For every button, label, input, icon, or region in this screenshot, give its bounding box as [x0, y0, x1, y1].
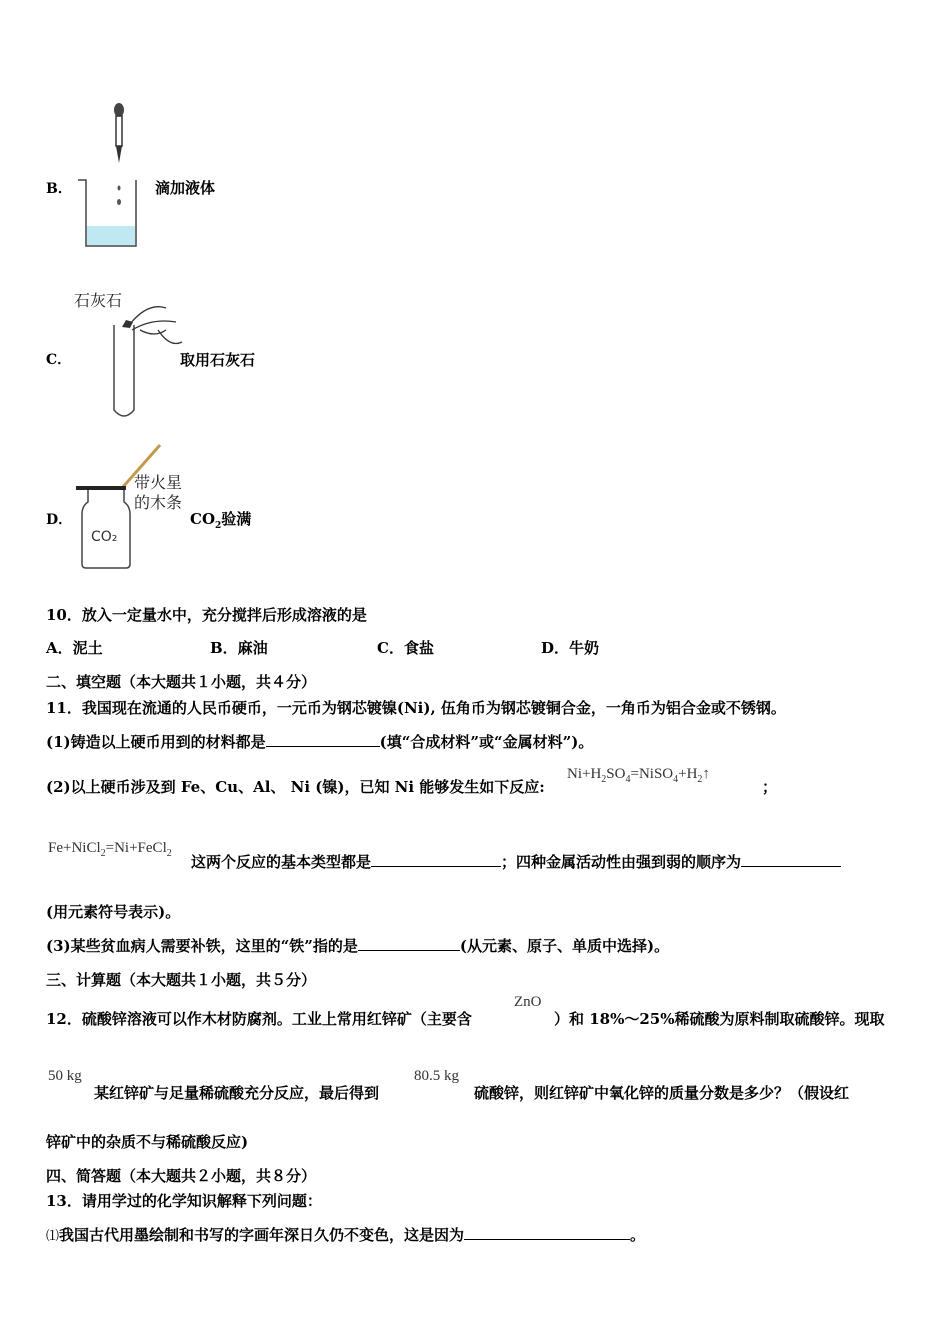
- q11-part2-tail: (用元素符号表示)。: [46, 903, 181, 921]
- q10-stem: 10．放入一定量水中，充分搅拌后形成溶液的是: [46, 606, 367, 624]
- dropper-beaker-figure: [70, 98, 150, 253]
- q10-option-a: A．泥土: [46, 639, 103, 657]
- q11-part2: (2)以上硬币涉及到 Fe、Cu、Al、 Ni (镍)，已知 Ni 能够发生如下反应:: [46, 778, 545, 796]
- beaker-liquid: [87, 226, 135, 245]
- splint-label-2: 的木条: [134, 493, 183, 512]
- q11-blank-3[interactable]: [741, 852, 841, 867]
- q11-part2-mid: 这两个反应的基本类型都是 ；四种金属活动性由强到弱的顺序为: [191, 851, 841, 872]
- section4-title: 四、简答题（本大题共２小题，共８分）: [46, 1167, 317, 1185]
- q11-blank-2[interactable]: [371, 852, 501, 867]
- zno-formula: ZnO: [514, 994, 542, 1010]
- tweezers-hand: [130, 307, 182, 344]
- drop-2: [117, 199, 121, 205]
- equation-2: Fe+NiCl$_2$=Ni+FeCl$_2$: [48, 840, 172, 859]
- test-tube: [114, 325, 134, 416]
- q10-option-d: D．牛奶: [541, 639, 600, 657]
- q11-part2-end: ；: [762, 778, 778, 796]
- q11-blank-4[interactable]: [358, 936, 460, 951]
- equation-1: $Ni+H_2SO_4=NiSO_4+H_2↑$: [567, 766, 710, 785]
- q13-stem: 13．请用学过的化学知识解释下列问题：: [46, 1192, 322, 1210]
- option-b-letter: B．: [46, 181, 72, 197]
- glass-plate: [76, 486, 126, 490]
- drop-1: [118, 186, 121, 191]
- q13-part1: ⑴我国古代用墨绘制和书写的字画年深日久仍不变色，这是因为 。: [46, 1226, 646, 1244]
- dropper-tube: [116, 116, 122, 146]
- option-d-caption: $CO_2$验满: [190, 510, 252, 531]
- option-c-letter: C．: [46, 352, 72, 368]
- q12-line2-mid: 某红锌矿与足量稀硫酸充分反应，最后得到: [94, 1084, 380, 1102]
- q11-part1: (1)铸造以上硬币用到的材料都是 (填“合成材料”或“金属材料”)。: [46, 733, 594, 751]
- option-b-caption: 滴加液体: [155, 179, 216, 197]
- mass-80kg: 80.5 kg: [414, 1068, 459, 1084]
- q10-option-c: C．食盐: [377, 639, 434, 657]
- limestone-piece: [122, 320, 133, 328]
- splint-label-1: 带火星: [134, 473, 183, 492]
- option-d-letter: D．: [46, 512, 73, 528]
- q12-line1-post: ）和 18%～25%稀硫酸为原料制取硫酸锌。现取: [554, 1010, 885, 1028]
- option-c-caption: 取用石灰石: [180, 351, 256, 369]
- q11-blank-1[interactable]: [266, 732, 380, 747]
- q13-blank-1[interactable]: [464, 1225, 630, 1240]
- test-tube-figure: [70, 290, 190, 425]
- q11-stem: 11．我国现在流通的人民币硬币，一元币为钢芯镀镍(Ni), 伍角币为钢芯镀铜合金，一角币为铝合金或不锈钢。: [46, 699, 786, 717]
- section2-title: 二、填空题（本大题共１小题，共４分）: [46, 673, 317, 691]
- q11-part3: (3)某些贫血病人需要补铁，这里的“铁”指的是 (从元素、原子、单质中选择)。: [46, 937, 670, 955]
- dropper-bulb: [114, 103, 124, 117]
- q12-line1-pre: 12．硫酸锌溶液可以作木材防腐剂。工业上常用红锌矿（主要含: [46, 1010, 472, 1028]
- q12-line2-post: 硫酸锌，则红锌矿中氧化锌的质量分数是多少？（假设红: [474, 1084, 850, 1102]
- bottle-label: CO₂: [91, 529, 118, 545]
- limestone-label: 石灰石: [74, 291, 123, 310]
- dropper-tip: [116, 146, 122, 163]
- q12-line3: 锌矿中的杂质不与稀硫酸反应): [46, 1133, 249, 1151]
- q10-option-b: B．麻油: [210, 639, 268, 657]
- co2-bottle-figure: [70, 440, 195, 575]
- mass-50kg: 50 kg: [48, 1068, 82, 1084]
- section3-title: 三、计算题（本大题共１小题，共５分）: [46, 971, 317, 989]
